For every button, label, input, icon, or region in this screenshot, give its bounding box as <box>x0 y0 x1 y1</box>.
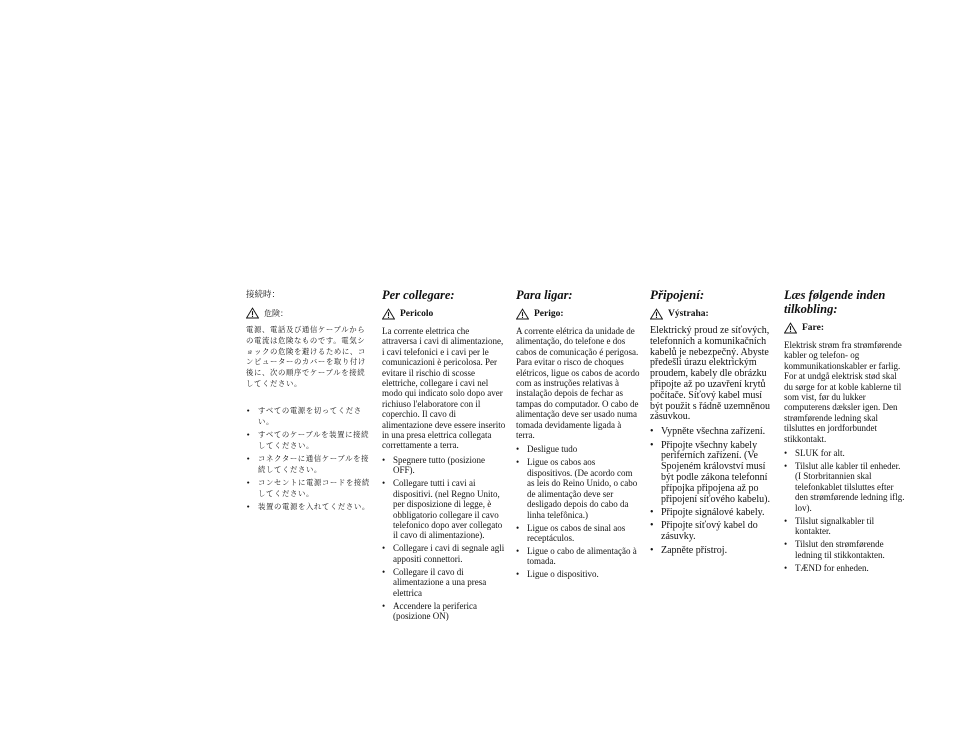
step-item: • コネクターに通信ケーブルを接続してください。 <box>246 454 372 476</box>
step-item: • Tilslut signalkabler til kontakter. <box>784 516 906 537</box>
step-item: • Ligue os cabos de sinal aos receptáculos. <box>516 523 640 544</box>
danger-paragraph: La corrente elettrica che attraversa i cavi di alimentazione, i cavi telefonici e i cavi per le comunicazioni è pericolosa. Per evitare il rischio di scosse elettriche, collegare i cavi nel modo qui indicato solo dopo aver richiuso l'elaboratore con il coperchio. Il cavo di alimentazione deve essere inserito in una presa elettrica collegata correttamente a terra. <box>382 326 506 451</box>
danger-label: Pericolo <box>400 309 434 319</box>
steps-list <box>516 444 640 579</box>
step-item: • コンセントに電源コードを接続してください。 <box>246 478 372 500</box>
step-item: • Vypněte všechna zařízení. <box>650 427 774 438</box>
step-item: • すべての電源を切ってください。 <box>246 406 372 428</box>
step-item: • Collegare il cavo di alimentazione a una presa elettrica <box>382 567 506 598</box>
step-item: • Accendere la periferica (posizione ON) <box>382 601 506 622</box>
warning-triangle-icon <box>516 308 529 320</box>
warning-triangle-icon <box>650 308 663 320</box>
step-item: • Zapněte přístroj. <box>650 546 774 557</box>
step-item: • Ligue o dispositivo. <box>516 569 640 579</box>
section-czech <box>650 288 774 559</box>
danger-label: Fare: <box>802 323 824 333</box>
section-heading: 接続時： <box>246 290 281 300</box>
danger-notice <box>784 322 906 334</box>
danger-paragraph: Elektrický proud ze síťových, telefonních a komunikačních kabelů je nebezpečný. Abyste předešli úrazu elektrickým proudem, kabely dle obrázku připojte až po uzavření krytů počítače. Síťový kabel musí být použit s řádně uzemněnou zásuvkou. <box>650 325 770 423</box>
warning-triangle-icon <box>382 308 395 320</box>
danger-label: Perigo: <box>534 309 564 319</box>
section-heading: Per collegare: <box>382 288 455 302</box>
danger-label: Výstraha: <box>668 309 709 319</box>
step-item: • Připojte síťový kabel do zásuvky. <box>650 521 774 543</box>
steps-list <box>382 455 506 621</box>
steps-list <box>650 427 774 556</box>
step-item: • Collegare tutti i cavi ai dispositivi. (nel Regno Unito, per disposizione di legge, è obbligatorio collegare il cavo telefonico dopo aver collegato il cavo di alimentazione). <box>382 478 506 540</box>
step-item: • Tilslut alle kabler til enheder. (I Storbritannien skal telefonkablet tilsluttes efter den strømførende ledning iflg. lov). <box>784 461 906 513</box>
danger-notice <box>382 308 506 320</box>
step-item: • Collegare i cavi di segnale agli appositi connettori. <box>382 543 506 564</box>
section-heading: Para ligar: <box>516 288 573 302</box>
section-portuguese <box>516 288 640 582</box>
step-item: • Tilslut den strømførende ledning til stikkontakten. <box>784 539 906 560</box>
steps-list <box>784 448 906 573</box>
step-item: • Spegnere tutto (posizione OFF). <box>382 455 506 476</box>
danger-notice <box>516 308 640 320</box>
section-heading: Læs følgende inden tilkobling: <box>784 288 886 316</box>
section-italian <box>382 288 506 624</box>
step-item: • Připojte všechny kabely periferních zařízení. (Ve Spojeném království musí být podle zákona telefonní přípojka připojena až po připojení síťového kabelu). <box>650 441 774 506</box>
section-heading: Připojení: <box>650 287 705 302</box>
danger-notice <box>246 307 372 319</box>
step-item: • Desligue tudo <box>516 444 640 454</box>
section-danish <box>784 288 906 576</box>
warning-triangle-icon <box>784 322 797 334</box>
danger-paragraph: A corrente elétrica da unidade de alimentação, do telefone e dos cabos de comunicação é perigosa. Para evitar o risco de choques elétricos, ligue os cabos de acordo com as instruções relativas à instalação depois de fechar as tampas do computador. O cabo de alimentação deve ser usado numa tomada devidamente ligada à terra. <box>516 326 640 441</box>
danger-paragraph: 電源、電話及び通信ケーブルからの電流は危険なものです。電気ショックの危険を避けるために、コンピューターのカバーを取り付け後に、次の順序でケーブルを接続してください。 <box>246 325 366 388</box>
step-item: • 装置の電源を入れてください。 <box>246 502 372 513</box>
step-item: • TÆND for enheden. <box>784 563 906 573</box>
step-item: • SLUK for alt. <box>784 448 906 458</box>
warning-triangle-icon <box>246 307 259 319</box>
step-item: • Připojte signálové kabely. <box>650 508 774 519</box>
danger-paragraph: Elektrisk strøm fra strømførende kabler og telefon- og kommunikationskabler er farlig. For at undgå elektrisk stød skal du sørge for at koble kablerne til som vist, før du lukker computerens dæksler igen. Den strømførende ledning skal tilsluttes en jordforbundet stikkontakt. <box>784 340 902 444</box>
step-item: • Ligue os cabos aos dispositivos. (De acordo com as leis do Reino Unido, o cabo de alimentação deve ser desligado depois do cabo da linha telefônica.) <box>516 457 640 519</box>
step-item: • Ligue o cabo de alimentação à tomada. <box>516 546 640 567</box>
step-item: • すべてのケーブルを装置に接続してください。 <box>246 430 372 452</box>
section-japanese <box>246 288 372 515</box>
steps-list <box>246 406 372 513</box>
danger-notice <box>650 308 774 320</box>
danger-label: 危険： <box>264 308 288 318</box>
